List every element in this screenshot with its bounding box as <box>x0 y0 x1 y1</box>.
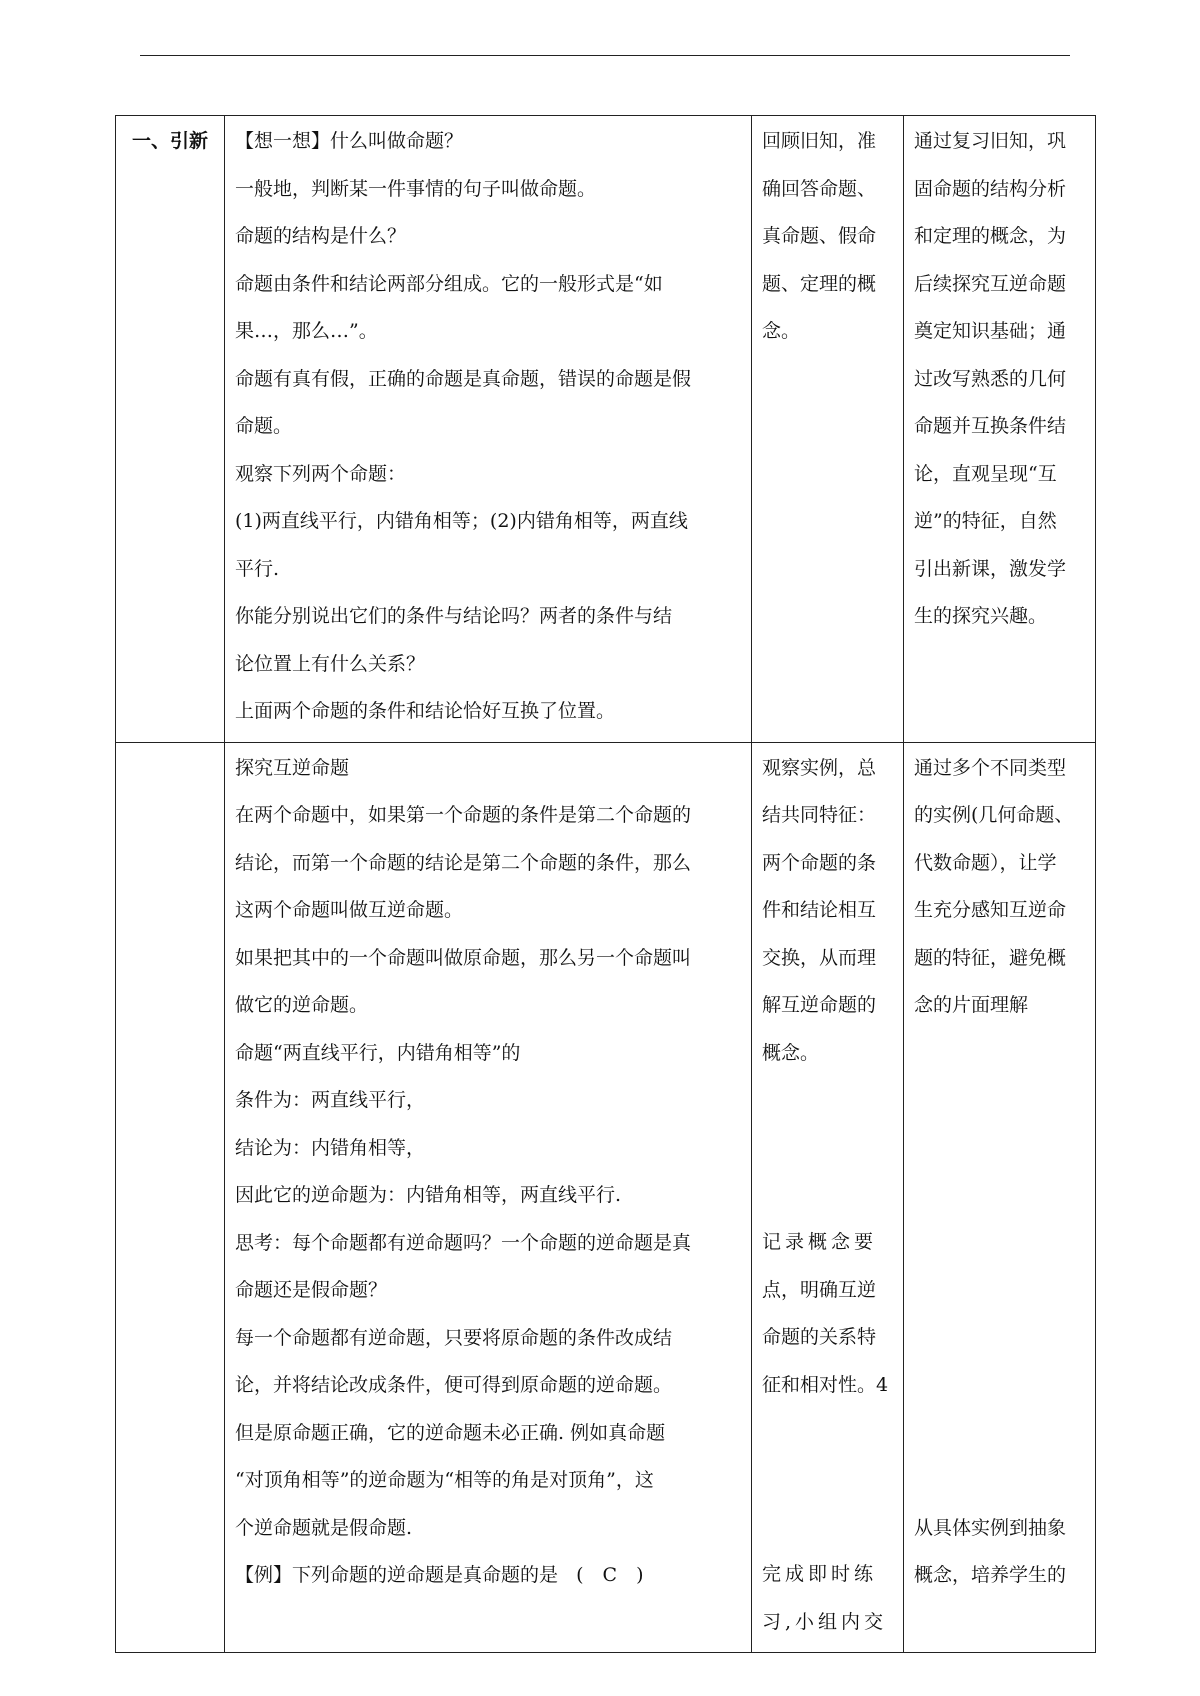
intent-line: 过改写熟悉的几何 <box>914 367 1067 390</box>
header-rule <box>140 55 1070 56</box>
table-row <box>116 742 1096 1653</box>
content-line: 每一个命题都有逆命题，只要将原命题的条件改成结 <box>235 1326 673 1349</box>
content-line: 结论，而第一个命题的结论是第二个命题的条件，那么 <box>235 851 692 874</box>
content-line: 做它的逆命题。 <box>235 994 369 1016</box>
content-line: 命题“两直线平行，内错角相等”的 <box>235 1041 521 1064</box>
content-line: 因此它的逆命题为：内错角相等，两直线平行. <box>235 1184 622 1206</box>
intent-line: 固命题的结构分析 <box>914 177 1067 200</box>
intent-line: 念的片面理解 <box>914 994 1029 1016</box>
student-line: 两个命题的条 <box>762 851 877 874</box>
content-cell <box>225 116 752 743</box>
content-line: 这两个命题叫做互逆命题。 <box>235 899 464 921</box>
student-line: 解互逆命题的 <box>762 994 877 1016</box>
example-line <box>235 1552 741 1600</box>
intent-line: 后续探究互逆命题 <box>914 272 1067 295</box>
content-line: 思考：每个命题都有逆命题吗？一个命题的逆命题是真 <box>235 1231 692 1254</box>
spacer <box>762 1409 893 1551</box>
table-row <box>116 116 1096 743</box>
intent-line: 奠定知识基础；通 <box>914 320 1067 342</box>
content-cell <box>225 742 752 1653</box>
design-intent-cell <box>904 742 1096 1653</box>
content-line: 条件为：两直线平行， <box>235 1089 426 1111</box>
content-line: 【想一想】什么叫做命题？ <box>235 130 464 152</box>
example-question: 【例】下列命题的逆命题是真命题的是 <box>235 1564 559 1586</box>
content-line: 命题有真有假，正确的命题是真命题，错误的命题是假 <box>235 367 692 390</box>
content-line: 在两个命题中，如果第一个命题的条件是第二个命题的 <box>235 804 692 826</box>
student-line: 记录概念要 <box>762 1231 878 1253</box>
student-line: 观察实例，总 <box>762 756 877 779</box>
student-activity-cell <box>752 116 904 743</box>
intent-line: 从具体实例到抽象 <box>914 1516 1067 1539</box>
section-label: 一、引新 <box>116 116 225 743</box>
intent-line: 概念，培养学生的 <box>914 1564 1067 1586</box>
intent-line: 代数命题），让学 <box>914 851 1057 874</box>
content-line: 结论为：内错角相等， <box>235 1136 426 1159</box>
content-line: 观察下列两个命题： <box>235 462 407 485</box>
student-line: 交换，从而理 <box>762 946 877 969</box>
student-line: 结共同特征： <box>762 804 877 826</box>
student-line: 命题的关系特 <box>762 1326 877 1348</box>
student-line: 习,小组内交 <box>762 1610 888 1633</box>
content-line: 论位置上有什么关系？ <box>235 652 426 675</box>
intent-line: 生的探究兴趣。 <box>914 605 1048 627</box>
intent-line: 和定理的概念，为 <box>914 225 1067 247</box>
lesson-plan-table <box>115 115 1096 1653</box>
spacer <box>914 1030 1085 1505</box>
intent-line: 命题并互换条件结 <box>914 415 1067 437</box>
design-intent-cell <box>904 116 1096 743</box>
content-line: 果…，那么…”。 <box>235 320 378 342</box>
content-line: 命题还是假命题？ <box>235 1279 388 1301</box>
content-line: (1)两直线平行，内错角相等；(2)内错角相等，两直线 <box>235 510 688 532</box>
content-line: “对顶角相等”的逆命题为“相等的角是对顶角”，这 <box>235 1469 654 1491</box>
student-line: 真命题、假命 <box>762 225 877 247</box>
content-line: 上面两个命题的条件和结论恰好互换了位置。 <box>235 700 616 722</box>
student-line: 完成即时练 <box>762 1563 878 1585</box>
student-line: 件和结论相互 <box>762 899 877 921</box>
content-line: 但是原命题正确，它的逆命题未必正确. 例如真命题 <box>235 1421 666 1444</box>
student-line: 确回答命题、 <box>762 177 877 200</box>
intent-line: 题的特征，避免概 <box>914 946 1067 969</box>
content-line: 一般地，判断某一件事情的句子叫做命题。 <box>235 177 597 200</box>
intent-line: 生充分感知互逆命 <box>914 899 1067 921</box>
student-line: 回顾旧知，准 <box>762 130 877 152</box>
intent-line: 通过复习旧知，巩 <box>914 130 1067 152</box>
student-line: 题、定理的概 <box>762 272 877 295</box>
intent-line: 逆”的特征，自然 <box>914 510 1057 532</box>
content-line: 探究互逆命题 <box>235 756 350 779</box>
intent-line: 通过多个不同类型 <box>914 756 1067 779</box>
content-line: 你能分别说出它们的条件与结论吗？两者的条件与结 <box>235 605 673 627</box>
student-line: 概念。 <box>762 1041 820 1064</box>
content-line: 平行. <box>235 557 280 580</box>
content-line: 论，并将结论改成条件，便可得到原命题的逆命题。 <box>235 1374 673 1396</box>
intent-line: 引出新课，激发学 <box>914 557 1067 580</box>
example-answer: ( C ) <box>576 1564 644 1586</box>
content-line: 命题。 <box>235 415 293 437</box>
content-line: 命题由条件和结论两部分组成。它的一般形式是“如 <box>235 272 663 295</box>
section-label <box>116 742 225 1653</box>
intent-line: 的实例(几何命题、 <box>914 804 1074 826</box>
spacer <box>762 1077 893 1219</box>
content-line: 如果把其中的一个命题叫做原命题，那么另一个命题叫 <box>235 946 692 969</box>
content-line: 命题的结构是什么？ <box>235 225 407 247</box>
student-line: 点，明确互逆 <box>762 1278 877 1301</box>
student-activity-cell <box>752 742 904 1653</box>
content-line: 个逆命题就是假命题. <box>235 1516 413 1539</box>
intent-line: 论，直观呈现“互 <box>914 462 1057 485</box>
student-line: 念。 <box>762 320 801 342</box>
student-line: 征和相对性。4 <box>762 1373 889 1396</box>
